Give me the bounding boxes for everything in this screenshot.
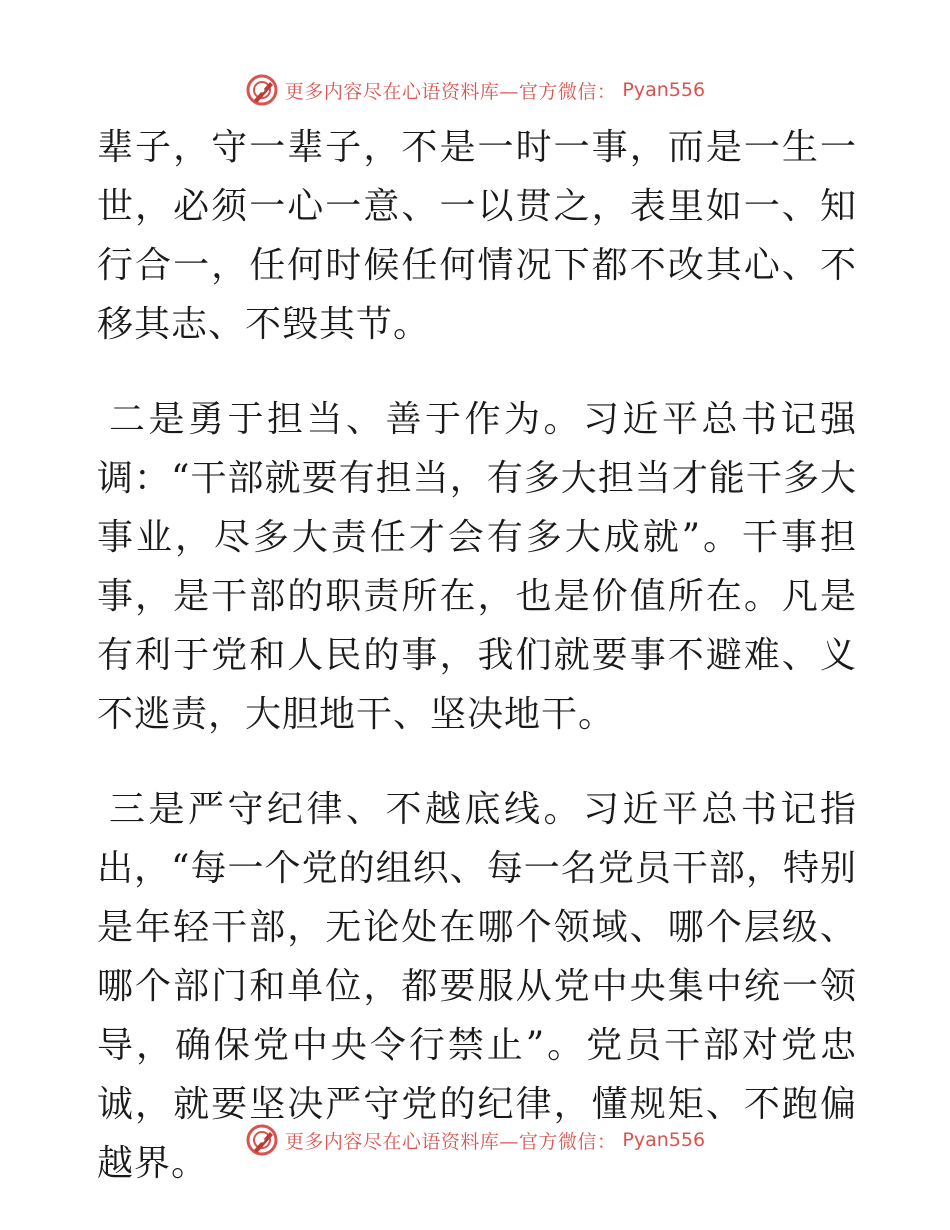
footer-banner-inner [245, 1123, 705, 1157]
paragraph-continued: 辈子，守一辈子，不是一时一事，而是一生一世，必须一心一意、一以贯之，表里如一、知行合一，任何时候任何情况下都不改其心、不移其志、不毁其节。 [97, 127, 857, 345]
footer-banner-text: 更多内容尽在心语资料库—官方微信： [284, 1130, 617, 1153]
header-watermark-banner [0, 70, 950, 110]
header-banner-inner [245, 73, 705, 107]
header-banner-text: 更多内容尽在心语资料库—官方微信： [284, 80, 617, 103]
brand-logo-icon [245, 1123, 279, 1157]
brand-logo-icon [245, 73, 279, 107]
footer-wechat-id: Pyan556 [622, 1129, 706, 1151]
document-body [97, 118, 857, 1193]
paragraph-third-point: 三是严守纪律、不越底线。习近平总书记指出，“每一个党的组织、每一名党员干部，特别是年轻干部，无论处在哪个领域、哪个层级、哪个部门和单位，都要服从党中央集中统一领导，确保党中央令行禁止”。党员干部对党忠诚，就要坚决严守党的纪律，懂规矩、不跑偏越界。 [97, 789, 857, 1184]
header-wechat-id: Pyan556 [622, 79, 706, 101]
paragraph-second-point: 二是勇于担当、善于作为。习近平总书记强调：“干部就要有担当，有多大担当才能干多大事业，尽多大责任才会有多大成就”。干事担事，是干部的职责所在，也是价值所在。凡是有利于党和人民的事，我们就要事不避难、义不逃责，大胆地干、坚决地干。 [97, 399, 857, 735]
footer-watermark-banner [0, 1120, 950, 1160]
